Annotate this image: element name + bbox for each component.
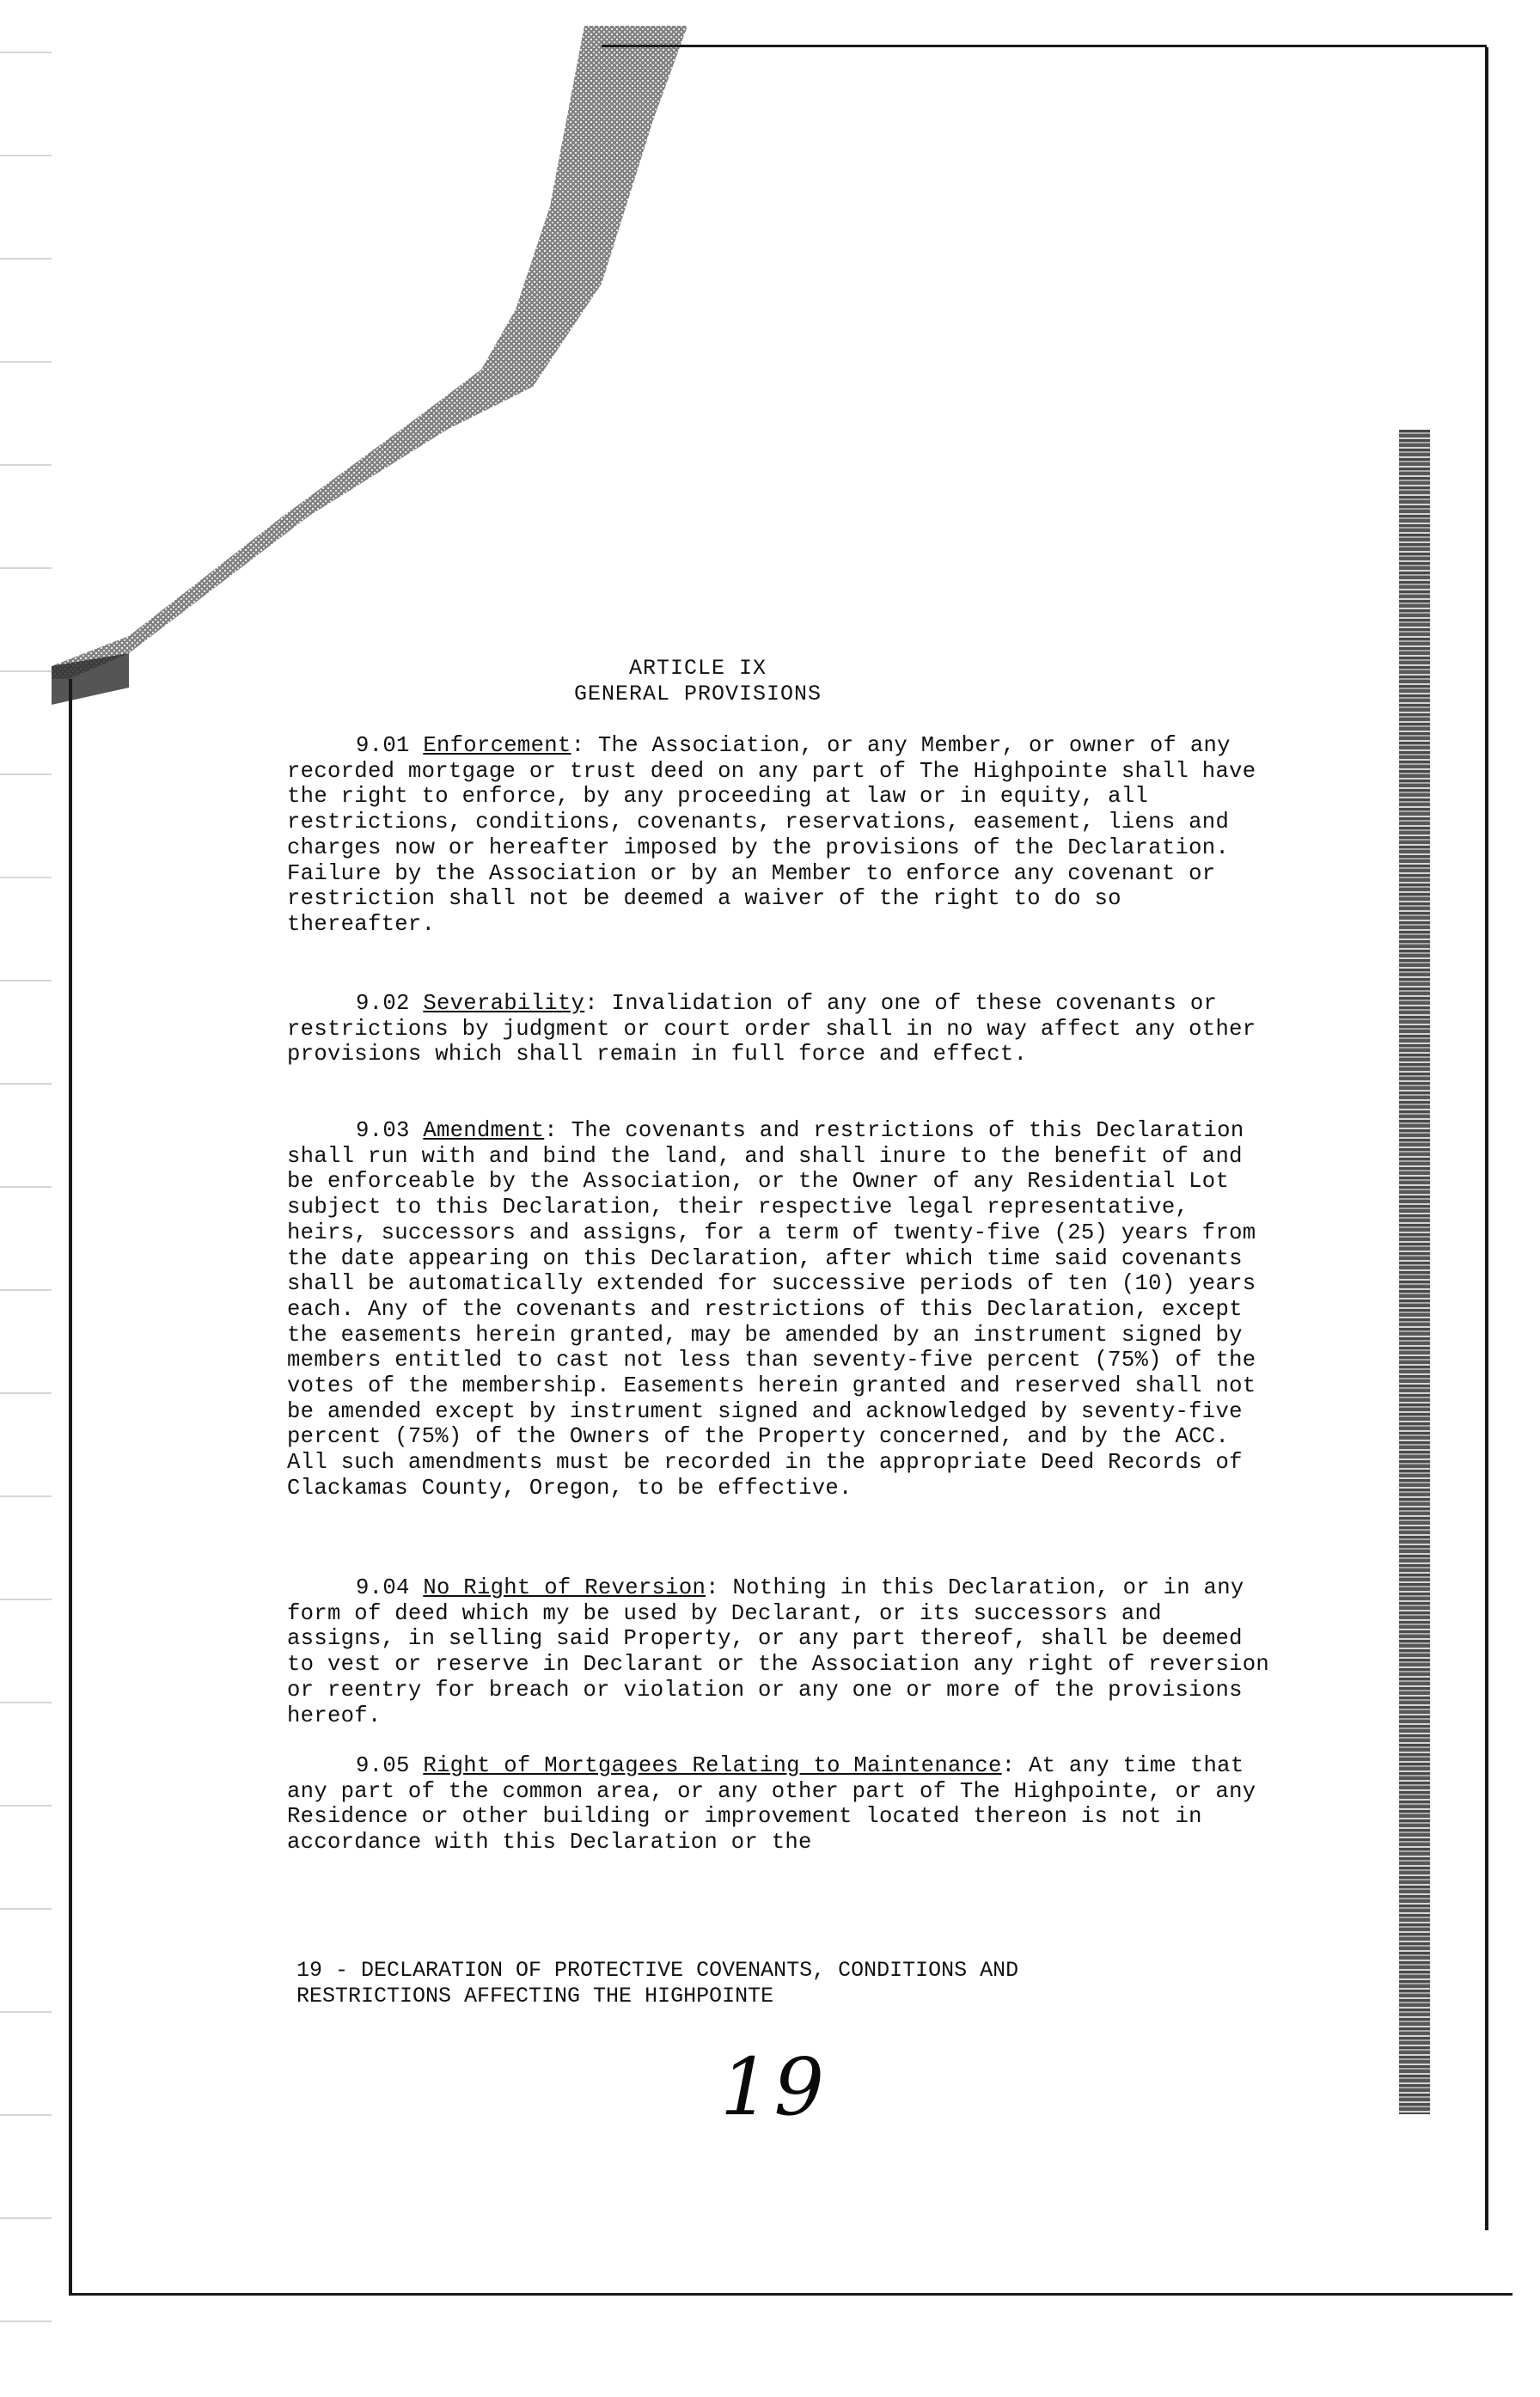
section-number: 9.03 [356,1118,410,1143]
article-number: ARTICLE IX [628,656,767,681]
section-text: : The Association, or any Member, or owner of any recorded mortgage or trust deed on any part of The Highpointe shall have the right to enforce, by any proceeding at law or in equity, all restrictions, conditions, covenants, reservations, easement, liens and charges now or hereafter imposed by the provisions of the Declaration. Failure by the Association or by an Member to enforce any covenant or restriction shall not be deemed a waiver of the right to do so thereafter. [287,733,1256,937]
footer-line-1: 19 - DECLARATION OF PROTECTIVE COVENANTS, CONDITIONS AND [296,1958,1019,1983]
section-title: Severability [423,991,585,1016]
section-9-04 [287,1575,1275,1728]
section-number: 9.02 [356,991,410,1016]
section-text: : Nothing in this Declaration, or in any form of deed which my be used by Declarant, or its successors and assigns, in selling said Property, or any part thereof, shall be deemed to vest or reserve in Declarant or the Association any right of reversion or reentry for breach or violation or any one or more of the provisions hereof. [287,1575,1270,1728]
footer-line-2: RESTRICTIONS AFFECTING THE HIGHPOINTE [296,1984,774,2009]
section-number: 9.04 [356,1575,410,1600]
page-frame-right [1485,47,1488,2230]
section-number: 9.01 [356,733,410,758]
section-number: 9.05 [356,1753,410,1778]
page-frame-top [602,45,1487,47]
section-text: : Invalidation of any one of these covenants or restrictions by judgment or court order shall in no way affect any other provisions which shall remain in full force and effect. [287,991,1256,1067]
page-footer [296,1958,1328,2009]
page-frame-bottom [69,2293,1512,2296]
section-9-01 [287,733,1275,938]
section-title: Enforcement [423,733,571,758]
article-title: GENERAL PROVISIONS [573,682,822,706]
handwritten-page-number: 19 [720,2041,828,2133]
section-9-02 [287,991,1275,1067]
section-text: : The covenants and restrictions of this Declaration shall run with and bind the land, and shall inure to the benefit of and be enforceable by the Association, or the Owner of any Residential Lot subject to this Declaration, their respective legal representative, heirs, successors and assigns, for a term of twenty-five (25) years from the date appearing on this Declaration, after which time said covenants shall be automatically extended for successive periods of ten (10) years each. Any of the covenants and restrictions of this Declaration, except the easements herein granted, may be amended by an instrument signed by members entitled to cast not less than seventy-five percent (75%) of the votes of the membership. Easements herein granted and reserved shall not be amended except by instrument signed and acknowledged by seventy-five percent (75%) of the Owners of the Property concerned, and by the ACC. All such amendments must be recorded in the appropriate Deed Records of Clackamas County, Oregon, to be effective. [287,1118,1256,1501]
section-9-05 [287,1753,1275,1856]
section-9-03 [287,1118,1275,1501]
section-title: Right of Mortgagees Relating to Maintenance [423,1753,1002,1778]
section-title: Amendment [423,1118,545,1143]
section-text: : At any time that any part of the common area, or any other part of The Highpointe, or any Residence or other building or improvement located thereon is not in accordance with this Declaration or the [287,1753,1256,1856]
section-title: No Right of Reversion [423,1575,706,1600]
page-frame-left [69,679,72,2295]
